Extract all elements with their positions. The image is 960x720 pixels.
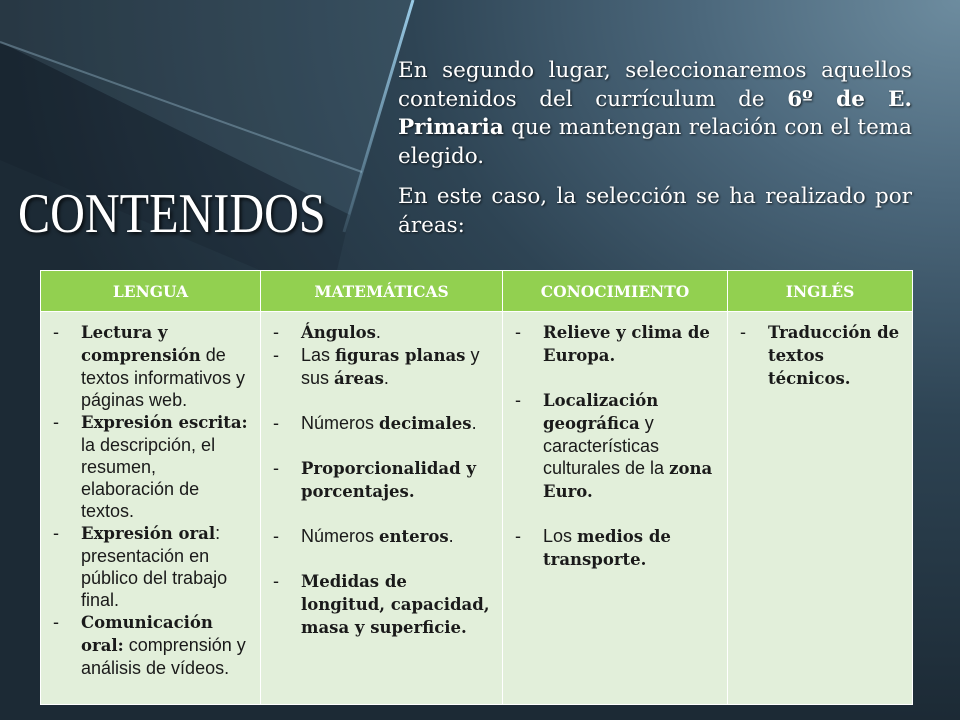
- item-text: Números: [301, 526, 380, 546]
- item-text-bold: Expresión escrita:: [81, 413, 248, 432]
- item-text: .: [448, 526, 454, 546]
- column-header-conocimiento: CONOCIMIENTO: [503, 271, 728, 312]
- item-text: y sus: [301, 345, 480, 388]
- contents-table: [40, 270, 913, 705]
- item-text-bold: medios de transporte.: [543, 527, 671, 569]
- table-row: [41, 312, 913, 705]
- list-item: [273, 321, 494, 344]
- item-text: : presentación en público del trabajo final.: [81, 523, 228, 610]
- item-text: .: [375, 322, 381, 342]
- list-item: [53, 321, 252, 411]
- item-text: la descripción, el resumen, elaboración de textos.: [81, 435, 216, 521]
- item-text-bold: Lectura y comprensión: [81, 323, 201, 365]
- item-text-bold: Proporcionalidad y porcentajes.: [301, 459, 476, 501]
- intro-text-bold: 6º de E. Primaria: [398, 86, 913, 140]
- item-text-bold: Comunicación oral:: [81, 613, 213, 655]
- list-item: [273, 525, 494, 548]
- intro-text-segment: que mantengan relación con el tema elegido.: [398, 115, 912, 169]
- list-item: [515, 389, 719, 503]
- item-text-bold: áreas: [334, 369, 384, 388]
- item-text: .: [383, 368, 389, 388]
- cell-conocimiento: [503, 312, 728, 705]
- item-text-bold: zona Euro.: [543, 459, 713, 501]
- list-item: [740, 321, 904, 390]
- slide-title: CONTENIDOS: [18, 183, 326, 245]
- item-text-bold: decimales: [379, 414, 472, 433]
- list-item: [53, 411, 252, 522]
- list-item: [515, 321, 719, 367]
- column-header-lengua: LENGUA: [41, 271, 261, 312]
- item-text-bold: Expresión oral: [81, 524, 216, 543]
- item-text-bold: Ángulos: [301, 323, 376, 342]
- list-item: [273, 412, 494, 435]
- column-header-ingles: INGLÉS: [728, 271, 913, 312]
- intro-paragraph-1: [398, 57, 912, 171]
- column-header-matematicas: MATEMÁTICAS: [261, 271, 503, 312]
- intro-text-segment: En segundo lugar, seleccionaremos aquellos contenidos del currículum de: [398, 58, 912, 112]
- content-list: [740, 321, 904, 390]
- list-item: [273, 457, 494, 503]
- cell-lengua: [41, 312, 261, 705]
- list-item: [53, 522, 252, 611]
- item-text-bold: figuras planas: [335, 346, 466, 365]
- item-text: Las: [301, 345, 336, 365]
- content-list: [273, 321, 494, 639]
- intro-text: [398, 57, 912, 240]
- item-text: comprensión y análisis de vídeos.: [81, 635, 246, 678]
- item-text: .: [471, 413, 477, 433]
- content-list: [515, 321, 719, 571]
- item-text: de textos informativos y páginas web.: [81, 345, 246, 410]
- list-item: [273, 570, 494, 639]
- intro-paragraph-2: En este caso, la selección se ha realizado por áreas:: [398, 184, 912, 238]
- cell-matematicas: [261, 312, 503, 705]
- list-item: [273, 344, 494, 390]
- item-text-bold: enteros: [379, 527, 449, 546]
- item-text-bold: Localización geográfica: [543, 391, 659, 433]
- table-header-row: [41, 271, 913, 312]
- item-text: Los: [543, 526, 578, 546]
- item-text-bold: Relieve y clima de Europa.: [543, 323, 710, 365]
- item-text-bold: Medidas de longitud, capacidad, masa y superficie.: [301, 572, 490, 637]
- list-item: [53, 611, 252, 679]
- cell-ingles: [728, 312, 913, 705]
- item-text-bold: Traducción de textos técnicos.: [768, 323, 900, 388]
- item-text: Números: [301, 413, 380, 433]
- item-text: y características culturales de la: [543, 413, 670, 478]
- list-item: [515, 525, 719, 571]
- content-list: [53, 321, 252, 679]
